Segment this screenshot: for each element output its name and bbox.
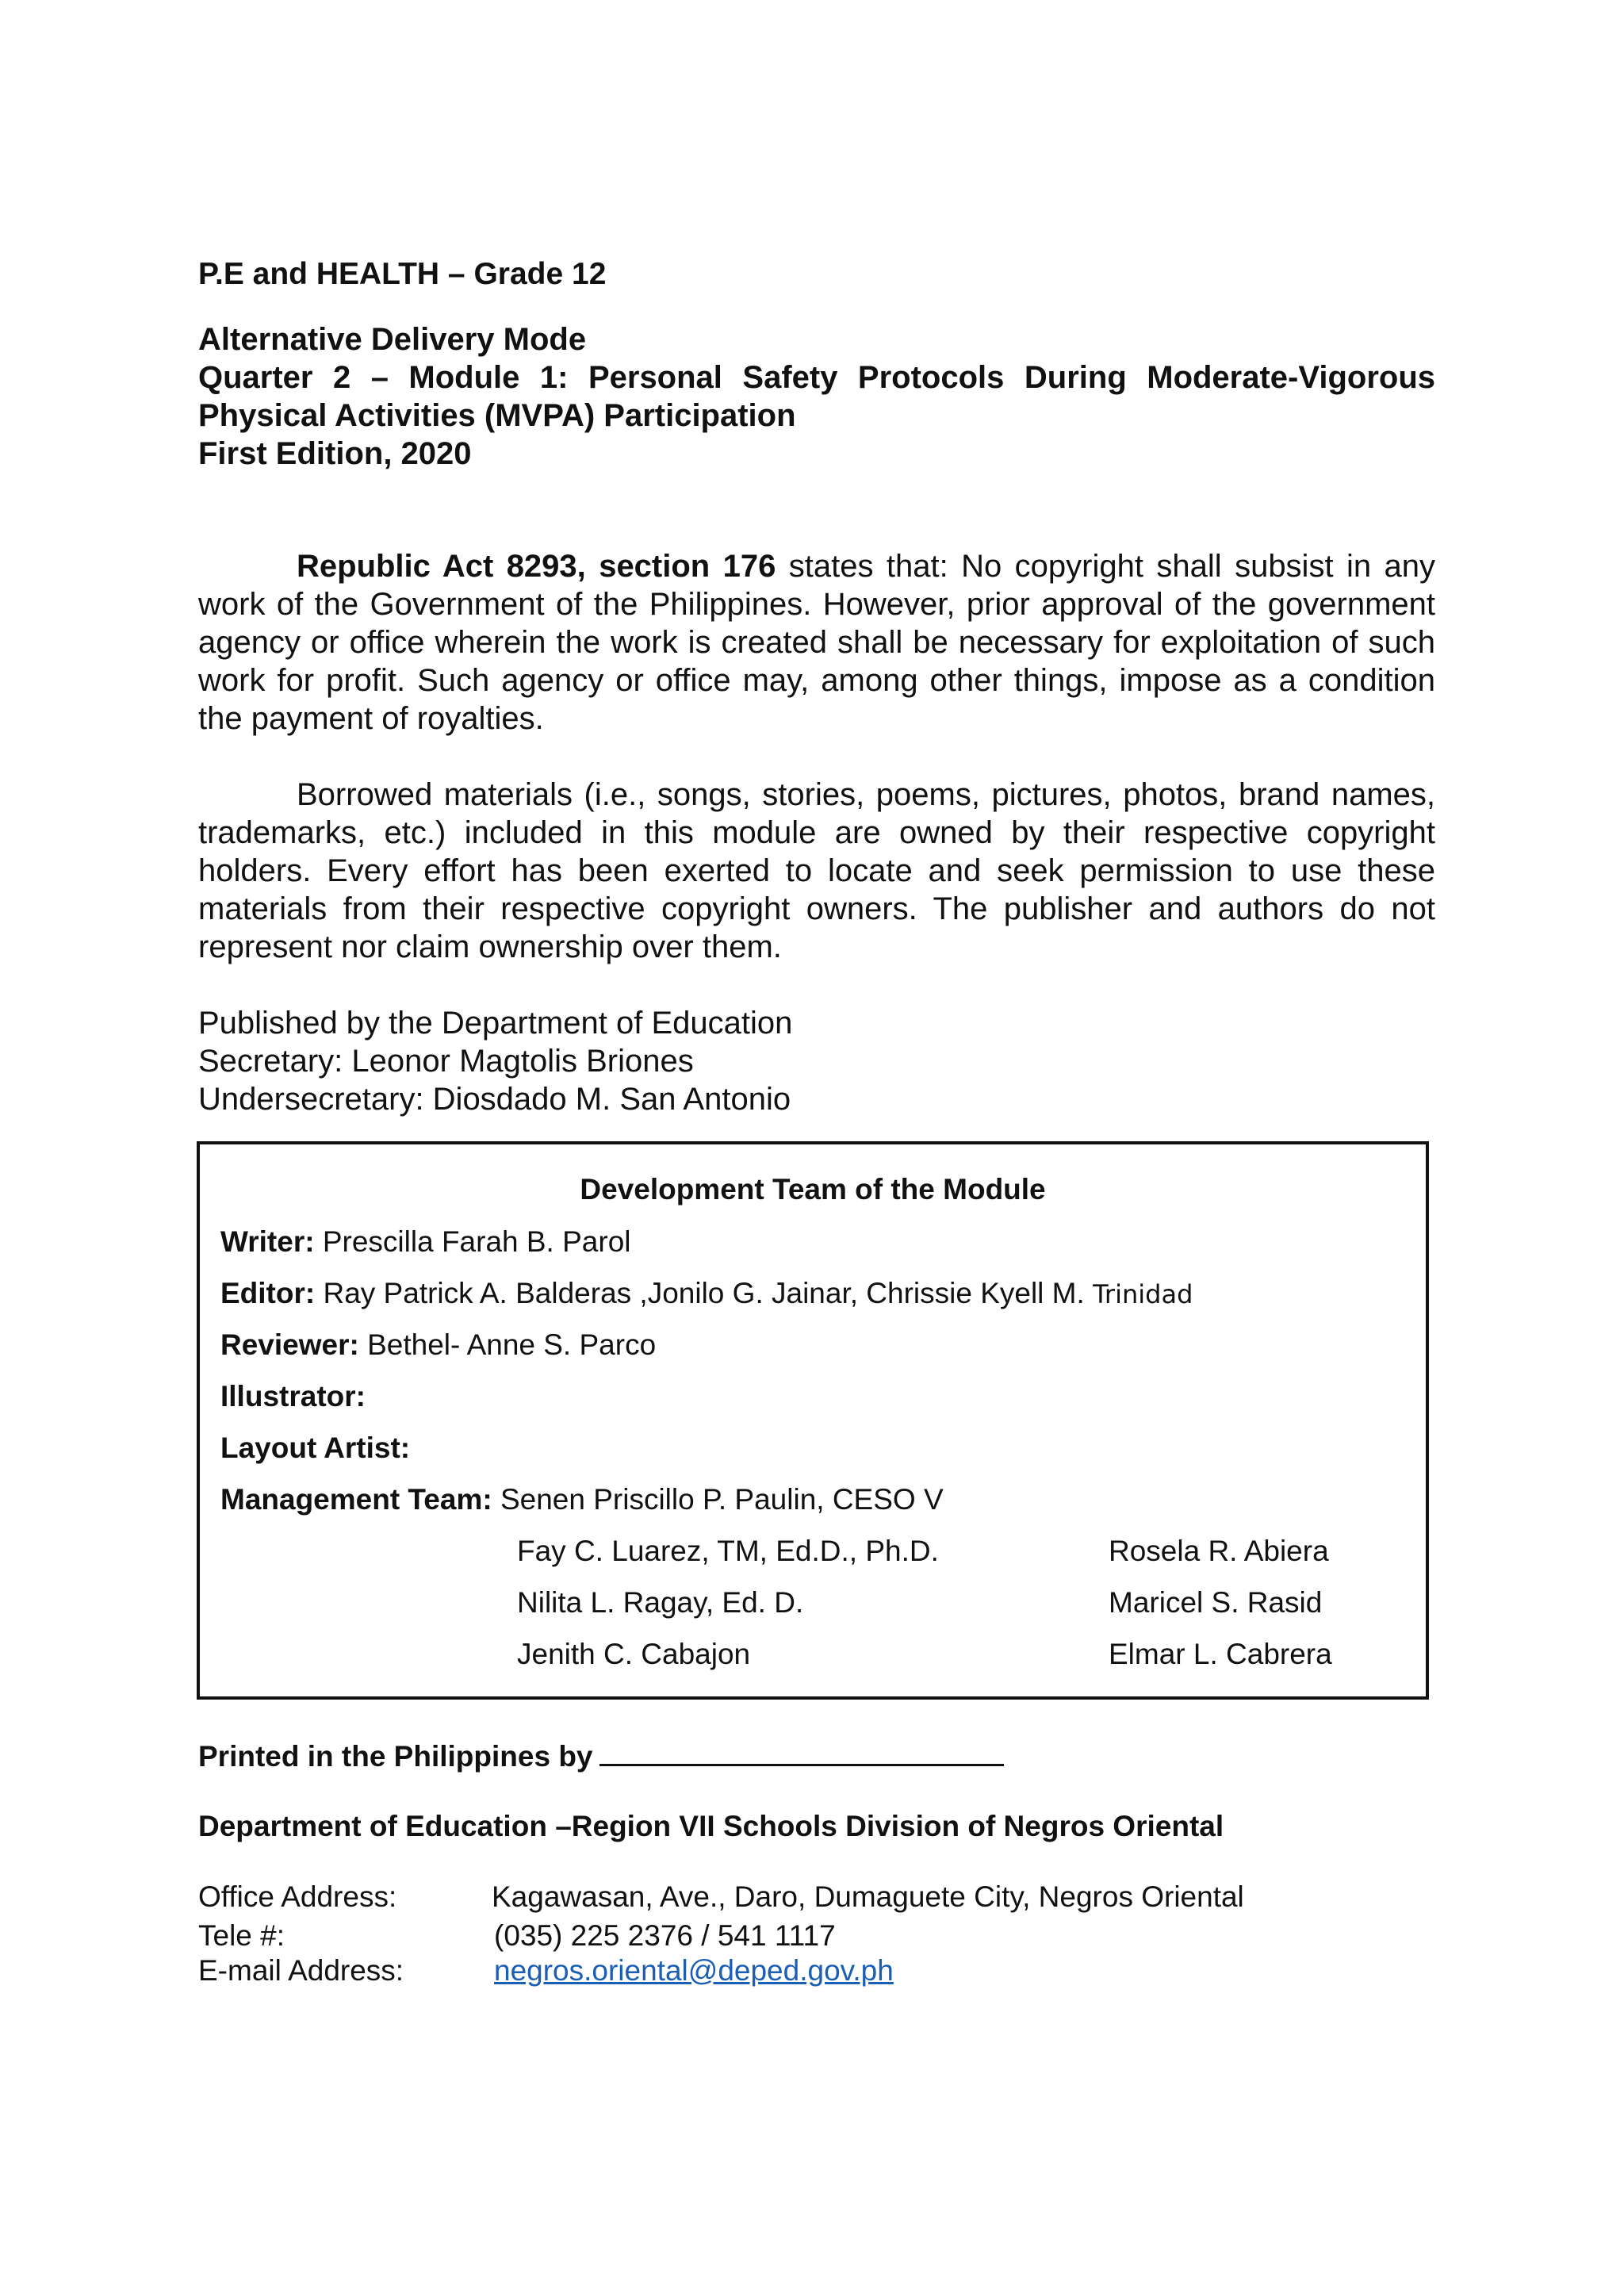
copyright-text: states that: No copyright shall subsist in any work of the Government of the Philippines. However, prior approval of the government agency or office wherein the work is created shall be necessary for exploitation of such work for profit. Such agency or office may, among other things, impose as a condition the payment of royalties. [198,549,1435,736]
delivery-mode: Alternative Delivery Mode [198,322,587,357]
republic-act-ref: Republic Act 8293, section 176 [297,549,776,584]
borrowed-materials-notice: Borrowed materials (i.e., songs, stories, poems, pictures, photos, brand names, trademarks, etc.) included in this module are owned by their respective copyright holders. Every effort has been exerted to locate and seek permission to use these materials from their respective copyright owners. The publisher and authors do not represent nor claim ownership over them. [198,777,1435,964]
email-link[interactable]: negros.oriental@deped.gov.ph [494,1954,894,1987]
division-name: Department of Education –Region VII Schools Division of Negros Oriental [198,1810,1224,1842]
email-row: E-mail Address: negros.oriental@deped.gov.ph [198,1954,894,1987]
illustrator-row: Illustrator: [220,1380,366,1412]
module-title: Quarter 2 – Module 1: Personal Safety Protocols During Moderate-Vigorous Physical Activities (MVPA) Participation [198,360,1435,433]
management-team-row: Management Team: Senen Priscillo P. Paulin, CESO V [220,1483,944,1516]
published-by: Published by the Department of Education [198,1006,793,1041]
printer-blank-line [599,1740,1004,1766]
management-member: Maricel S. Rasid [1109,1586,1323,1619]
management-member: Fay C. Luarez, TM, Ed.D., Ph.D. [517,1535,939,1567]
development-team-box [197,1141,1429,1700]
secretary: Secretary: Leonor Magtolis Briones [198,1044,694,1079]
edition: First Edition, 2020 [198,436,472,471]
copyright-notice [198,547,1435,738]
printed-by: Printed in the Philippines by [198,1740,1004,1773]
writer-row: Writer: Prescilla Farah B. Parol [220,1225,631,1258]
document-title: P.E and HEALTH – Grade 12 [198,257,607,291]
office-address-row: Office Address: Kagawasan, Ave., Daro, Dumaguete City, Negros Oriental [198,1880,1244,1913]
editor-row: Editor: Ray Patrick A. Balderas ,Jonilo G. Jainar, Chrissie Kyell M. Trinidad [220,1277,1193,1309]
reviewer-row: Reviewer: Bethel- Anne S. Parco [220,1328,657,1361]
telephone-row: Tele #: (035) 225 2376 / 541 1117 [198,1919,836,1952]
publisher-info [198,1004,1435,1118]
management-member: Elmar L. Cabrera [1109,1638,1332,1670]
undersecretary: Undersecretary: Diosdado M. San Antonio [198,1082,791,1117]
management-member: Nilita L. Ragay, Ed. D. [517,1586,804,1619]
development-team-heading: Development Team of the Module [580,1173,1046,1205]
management-member: Rosela R. Abiera [1109,1535,1329,1567]
layout-artist-row: Layout Artist: [220,1432,411,1464]
module-info [198,320,1435,473]
management-member: Jenith C. Cabajon [517,1638,751,1670]
